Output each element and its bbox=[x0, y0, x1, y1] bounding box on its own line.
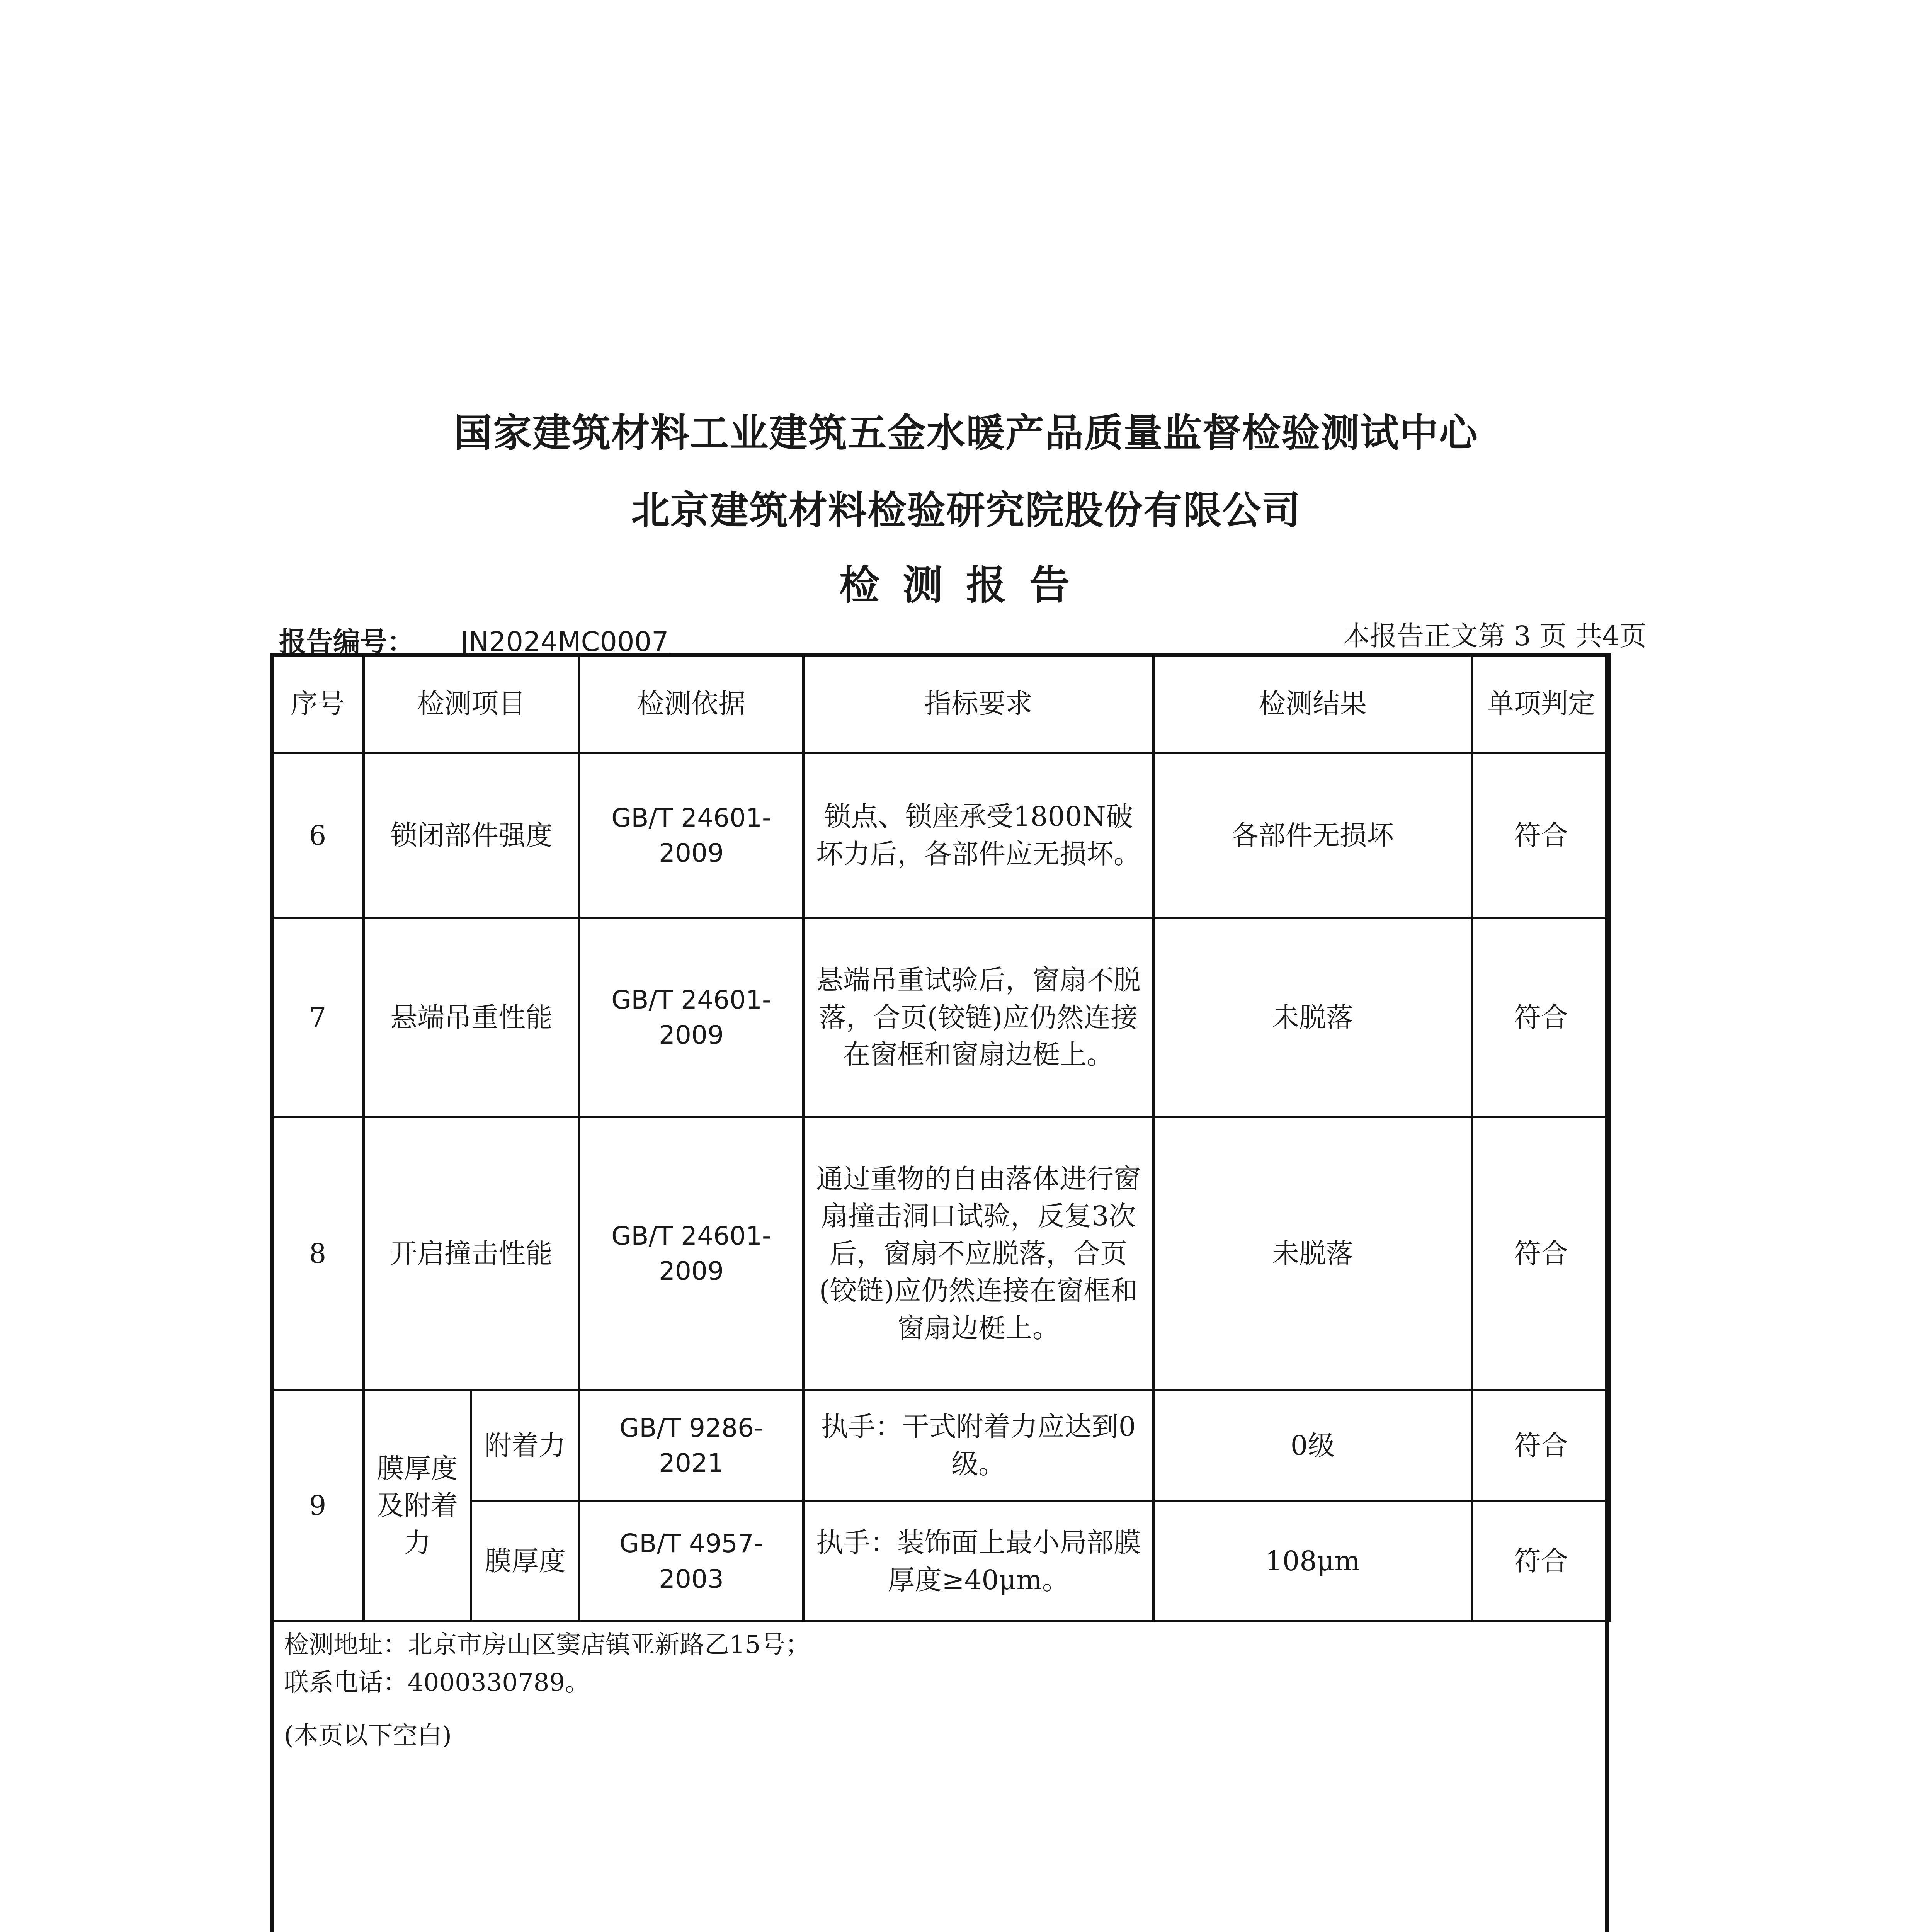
header-result: 检测结果 bbox=[1153, 654, 1472, 753]
header-item: 检测项目 bbox=[364, 654, 579, 753]
row-result: 未脱落 bbox=[1153, 918, 1472, 1117]
row-subitem: 附着力 bbox=[471, 1390, 579, 1501]
table-header-row bbox=[272, 654, 1610, 753]
blank-note: (本页以下空白) bbox=[284, 1721, 452, 1750]
page-info: 本报告正文第 3 页 共4页 bbox=[1343, 620, 1647, 652]
row-standard: GB/T 24601-2009 bbox=[579, 753, 803, 918]
table-row bbox=[272, 918, 1610, 1117]
header-no: 序号 bbox=[272, 654, 364, 753]
row-requirement: 执手：装饰面上最小局部膜厚度≥40μm。 bbox=[803, 1501, 1153, 1621]
table-row bbox=[272, 1117, 1610, 1390]
header-requirement: 指标要求 bbox=[803, 654, 1153, 753]
row-verdict: 符合 bbox=[1472, 1117, 1610, 1390]
row-no: 8 bbox=[272, 1117, 364, 1390]
row-verdict: 符合 bbox=[1472, 753, 1610, 918]
row-result: 0级 bbox=[1153, 1390, 1472, 1501]
row-standard: GB/T 24601-2009 bbox=[579, 1117, 803, 1390]
report-type-title: 检测报告 bbox=[839, 561, 1093, 609]
row-requirement: 悬端吊重试验后，窗扇不脱落，合页(铰链)应仍然连接在窗框和窗扇边梃上。 bbox=[803, 918, 1153, 1117]
header-verdict: 单项判定 bbox=[1472, 654, 1610, 753]
row-result: 108μm bbox=[1153, 1501, 1472, 1621]
row-item: 锁闭部件强度 bbox=[364, 753, 579, 918]
row-no: 6 bbox=[272, 753, 364, 918]
row-requirement: 锁点、锁座承受1800N破坏力后，各部件应无损坏。 bbox=[803, 753, 1153, 918]
row-verdict: 符合 bbox=[1472, 1390, 1610, 1501]
company-name-title: 北京建筑材料检验研究院股份有限公司 bbox=[631, 488, 1301, 533]
center-name-title: 国家建筑材料工业建筑五金水暖产品质量监督检验测试中心 bbox=[454, 410, 1478, 456]
row-no: 7 bbox=[272, 918, 364, 1117]
row-verdict: 符合 bbox=[1472, 1501, 1610, 1621]
contact-phone: 联系电话：4000330789。 bbox=[284, 1668, 590, 1697]
report-number-value: JN2024MC0007 bbox=[461, 626, 669, 658]
row-item: 膜厚度及附着力 bbox=[364, 1390, 471, 1621]
row-standard: GB/T 24601-2009 bbox=[579, 918, 803, 1117]
table-row bbox=[272, 753, 1610, 918]
table-row bbox=[272, 1501, 1610, 1621]
row-no: 9 bbox=[272, 1390, 364, 1621]
test-address: 检测地址：北京市房山区窦店镇亚新路乙15号； bbox=[284, 1631, 810, 1659]
header-standard: 检测依据 bbox=[579, 654, 803, 753]
row-result: 各部件无损坏 bbox=[1153, 753, 1472, 918]
table-row bbox=[272, 1390, 1610, 1501]
row-standard: GB/T 9286-2021 bbox=[579, 1390, 803, 1501]
row-item: 悬端吊重性能 bbox=[364, 918, 579, 1117]
row-requirement: 执手：干式附着力应达到0级。 bbox=[803, 1390, 1153, 1501]
row-requirement: 通过重物的自由落体进行窗扇撞击洞口试验，反复3次后，窗扇不应脱落，合页(铰链)应仍然连接在窗框和窗扇边梃上。 bbox=[803, 1117, 1153, 1390]
test-results-table bbox=[270, 653, 1611, 1622]
row-verdict: 符合 bbox=[1472, 918, 1610, 1117]
row-result: 未脱落 bbox=[1153, 1117, 1472, 1390]
row-standard: GB/T 4957-2003 bbox=[579, 1501, 803, 1621]
row-subitem: 膜厚度 bbox=[471, 1501, 579, 1621]
row-item: 开启撞击性能 bbox=[364, 1117, 579, 1390]
report-number-label: 报告编号： bbox=[279, 626, 414, 658]
